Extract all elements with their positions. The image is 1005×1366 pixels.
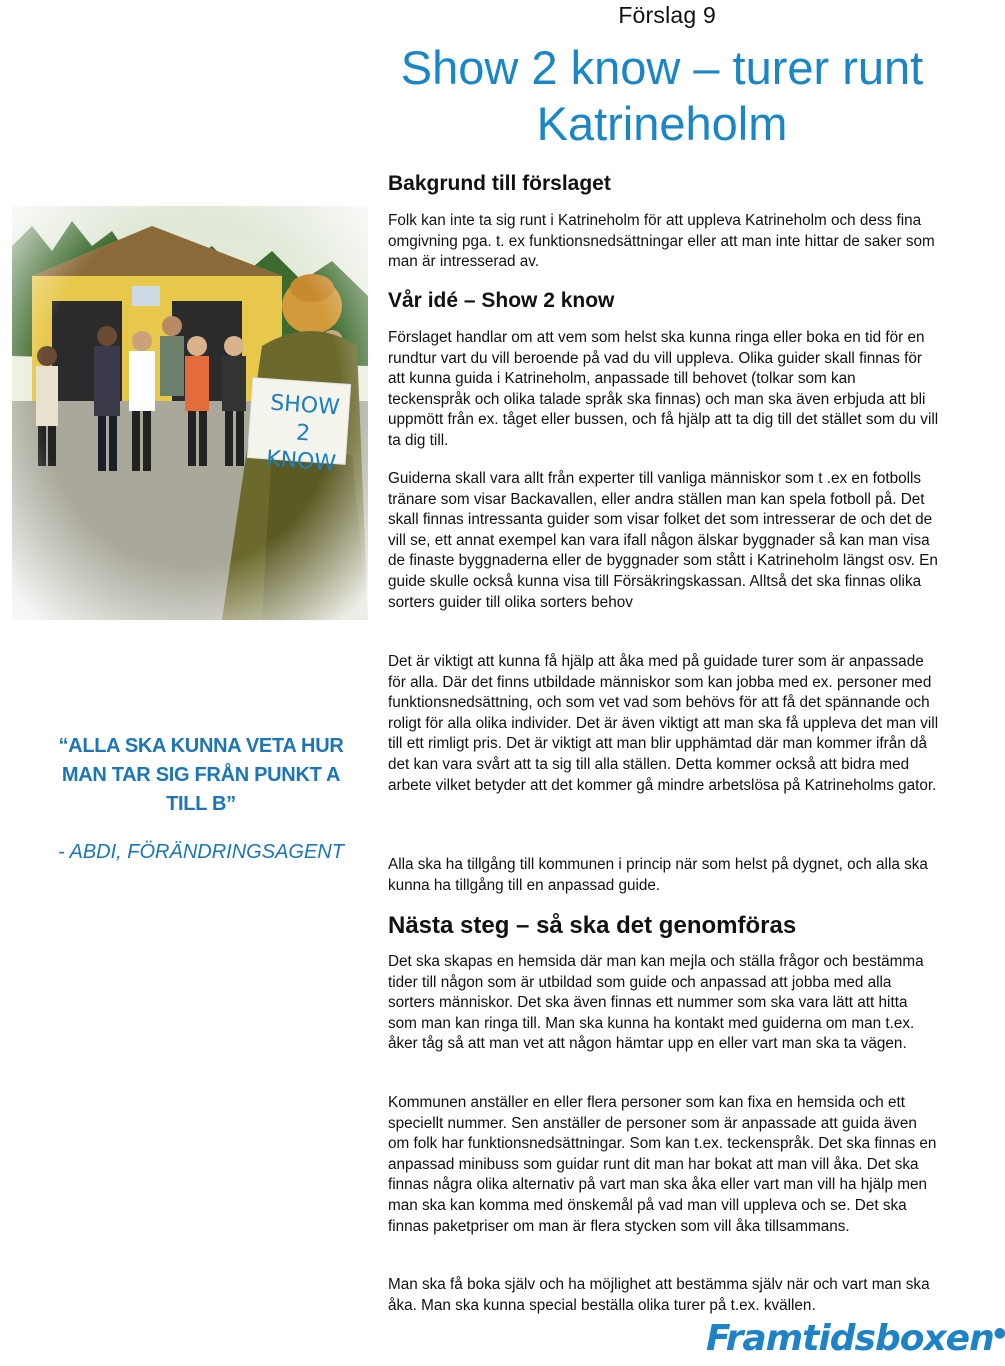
paragraph-background: Folk kan inte ta sig runt i Katrineholm för att uppleva Katrineholm och dess fina omgivning pga. t. ex funktionsnedsättningar eller att man inte hittar de saker som man är intresserad av. xyxy=(388,212,935,271)
photo-sign-line1: SHOW 2 xyxy=(269,390,341,447)
suggestion-number: Förslag 9 xyxy=(618,2,716,28)
photo-sign-line2: KNOW xyxy=(265,446,337,477)
paragraph-next-steps-1: Det ska skapas en hemsida där man kan mejla och ställa frågor och bestämma tider till någon som är utbildad som guide och anpassad att jobba med alla sorters människor. Det ska även finnas ett nummer som ska vara lätt att hitta som man kan ringa till. Man ska kunna ha kontakt med guiderna om man t.ex. åker tåg så att man vet att någon hämtar upp en eller vart man ska ta vägen. xyxy=(388,953,924,1053)
framtidsboxen-logo xyxy=(706,1318,1005,1359)
paragraph-idea-1: Förslaget handlar om att vem som helst ska kunna ringa eller boka en tid för en rundtur vart du vill beroende på vad du vill uppleva. Olika guider skall finnas för att kunna guida i Katrineholm, anpassade till behovet (tolkar som kan teckenspråk och olika talade språk ska finnas) och man ska även erbjuda att bli uppmött från ex. tåget eller bussen, och få hjälp att ta dig till det stället som du vill ta dig till. xyxy=(388,329,939,449)
pull-quote xyxy=(40,732,362,864)
paragraph-next-steps-3: Man ska få boka själv och ha möjlighet att bestämma själv när och vart man ska åka. Man ska kunna special beställa olika turer på t.ex. kvällen. xyxy=(388,1276,930,1314)
page-title: Show 2 know – turer runt Katrineholm xyxy=(400,41,924,150)
heading-background: Bakgrund till förslaget xyxy=(388,172,611,195)
paragraph-next-steps-2: Kommunen anställer en eller flera personer som kan fixa en hemsida och ett speciellt nummer. Sen anställer de personer som är anpassade att guida även om folk har funktionsnedsättningar. Som kan t.ex. teckenspråk. Det ska finnas en anpassad minibuss som guidar runt dit man har bokat att man vill åka. Det ska finnas några olika alternativ på vart man ska åka eller vart man vill ha hjälp men man ska kan komma med önskemål på vad man vill uppleva och se. Det ska finnas paketpriser om man är flera stycken som vill åka tillsammans. xyxy=(388,1094,937,1235)
paragraph-idea-3: Det är viktigt att kunna få hjälp att åka med på guidade turer som är anpassade för alla. Där det finns utbildade människor som kan jobba med ex. personer med funktionsnedsättning, och som vet vad som behövs för att få det spännande och roligt för alla olika individer. Det är även viktigt att man ska få uppleva det man vill till ett rimligt pris. Det är viktigt att man blir upphämtad där man kommer ifrån då det kan vara svårt att ta sig till alla ställen. Detta kommer också att bidra med arbete vilket betyder att det kommer gå mindre arbetslösa på Katrineholms gator. xyxy=(388,653,939,794)
logo-text: Framtidsboxen xyxy=(706,1318,994,1359)
quote-text: “ALLA SKA KUNNA VETA HUR MAN TAR SIG FRÅN PUNKT A TILL B” xyxy=(58,735,344,815)
group-photo xyxy=(12,206,368,620)
logo-dot-icon: ● xyxy=(993,1325,1005,1341)
heading-next-steps: Nästa steg – så ska det genomföras xyxy=(388,912,797,939)
paragraph-idea-4: Alla ska ha tillgång till kommunen i princip när som helst på dygnet, och alla ska kunna ha tillgång till en anpassad guide. xyxy=(388,856,928,894)
quote-author: - ABDI, FÖRÄNDRINGSAGENT xyxy=(58,841,344,863)
paragraph-idea-2: Guiderna skall vara allt från experter till vanliga människor som t .ex en fotbolls tränare som visar Backavallen, eller andra ställen man kan spela fotboll på. Det skall finnas intressanta guider som visar folket det som intresserar de och det de vill se, ett annat exempel kan vara ifall någon älskar byggnader så kan man visa de finaste byggnaderna eller de byggnader som stått i Katrineholm längst osv. En guide skulle också kunna visa till Försäkringskassan. Alltså det ska finnas olika sorters guider till olika sorters behov xyxy=(388,470,938,611)
photo-sign xyxy=(257,389,349,479)
heading-idea: Vår idé – Show 2 know xyxy=(388,289,615,312)
